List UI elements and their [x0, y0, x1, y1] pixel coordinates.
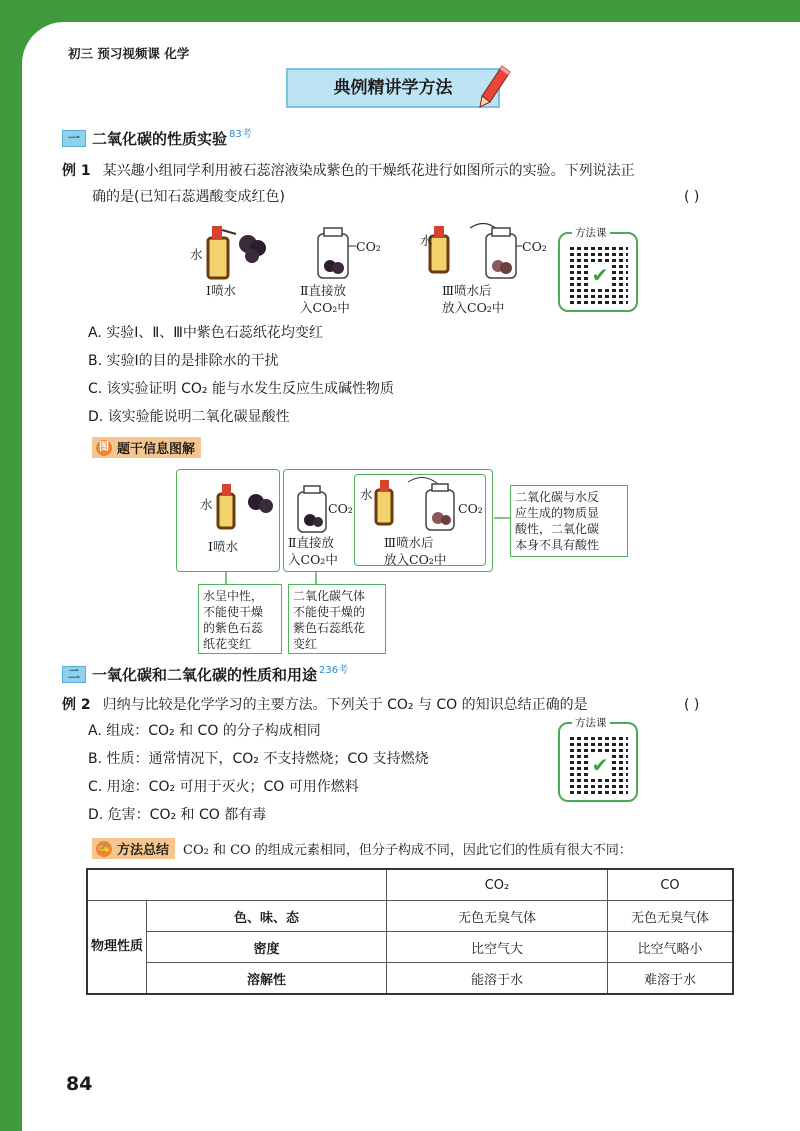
diagram-caption-3b: 放入CO₂中 [384, 552, 447, 567]
label-co2: CO₂ [356, 239, 381, 254]
diagram-icon: 图 [96, 440, 112, 456]
note-line: 不能使干燥 [203, 605, 264, 619]
co2-cell: 无色无臭气体 [386, 901, 607, 932]
jar-icon [318, 228, 356, 278]
label-water: 水 [190, 247, 203, 262]
caption-2a: Ⅱ直接放 [300, 283, 346, 298]
note-line: 纸花变红 [203, 637, 252, 651]
note-line: 水呈中性， [203, 589, 264, 603]
section-number: 二 [62, 666, 86, 683]
exam-count: 83考 [229, 129, 252, 140]
note-line: 紫色石蕊纸花 [293, 621, 366, 635]
note-line: 本身不具有酸性 [515, 538, 600, 552]
option-b: B. 实验Ⅰ的目的是排除水的干扰 [88, 353, 279, 369]
diagram-caption-2a: Ⅱ直接放 [288, 535, 334, 550]
qr-title: 方法课 [572, 225, 610, 240]
co2-cell: 能溶于水 [386, 963, 607, 995]
caption-3a: Ⅲ喷水后 [442, 283, 492, 298]
co2-cell: 比空气大 [386, 932, 607, 963]
summary-text: CO₂ 和 CO 的组成元素相同，但分子构成不同，因此它们的性质有很大不同： [183, 843, 632, 858]
note-line: 二氧化碳与水反 [515, 490, 600, 504]
label-water: 水 [420, 233, 433, 248]
spray-bottle-icon [218, 484, 234, 528]
label-co2: CO₂ [522, 239, 547, 254]
jar-icon [426, 484, 454, 530]
note-co2-gas [288, 584, 386, 654]
table-row [87, 963, 733, 995]
experiment-figure [180, 220, 560, 290]
check-icon: ✔ [588, 754, 612, 776]
jar-icon [486, 228, 522, 278]
comparison-table [86, 868, 734, 995]
option-a: A. 组成：CO₂ 和 CO 的分子构成相同 [88, 723, 321, 739]
stem-line-2: 确的是(已知石蕊遇酸变成红色) [92, 189, 285, 205]
property-cell: 溶解性 [147, 963, 387, 995]
option-d: D. 该实验能说明二氧化碳显酸性 [88, 409, 290, 425]
answer-blank: ( ) [684, 189, 700, 205]
note-water [198, 584, 282, 654]
section-2-heading [62, 664, 348, 685]
note-line: 二氧化碳气体 [293, 589, 366, 603]
answer-blank: ( ) [684, 697, 700, 713]
diagram-label-water: 水 [200, 497, 213, 512]
tag-label: 方法总结 [117, 843, 170, 858]
note-line: 酸性，二氧化碳 [515, 522, 600, 536]
caption-2b: 入CO₂中 [300, 300, 350, 315]
example-label: 例 1 [62, 163, 91, 179]
check-icon: ✔ [588, 264, 612, 286]
diagram-caption-1: Ⅰ喷水 [208, 539, 238, 554]
section-title: 二氧化碳的性质实验 [92, 130, 228, 148]
option-a: A. 实验Ⅰ、Ⅱ、Ⅲ中紫色石蕊纸花均变红 [88, 325, 323, 341]
info-diagram-tag [92, 437, 201, 458]
summary-tag [92, 838, 175, 859]
hand-writing-icon: ✍ [96, 841, 112, 857]
note-conclusion [510, 485, 628, 557]
section-number: 一 [62, 130, 86, 147]
column-header-co: CO [607, 869, 733, 901]
spray-bottle-icon [208, 226, 236, 278]
co-cell: 难溶于水 [607, 963, 733, 995]
co-cell: 比空气略小 [607, 932, 733, 963]
running-header: 初三 预习视频课 化学 [68, 46, 190, 61]
flower-icon [239, 235, 266, 263]
table-row [87, 901, 733, 932]
diagram-label-co2: CO₂ [458, 501, 483, 516]
note-line: 变红 [293, 637, 318, 651]
section-title: 一氧化碳和二氧化碳的性质和用途 [92, 666, 318, 684]
qr-code[interactable] [558, 227, 638, 312]
group-label: 物理性质 [87, 901, 147, 995]
table-row [87, 932, 733, 963]
note-line: 的紫色石蕊 [203, 621, 264, 635]
co-cell: 无色无臭气体 [607, 901, 733, 932]
page-number: 84 [66, 1073, 93, 1095]
column-header-co2: CO₂ [386, 869, 607, 901]
pencil-icon [478, 64, 512, 108]
stem-line-1: 某兴趣小组同学利用被石蕊溶液染成紫色的干燥纸花进行如图所示的实验。下列说法正 [102, 163, 635, 179]
caption-1: Ⅰ喷水 [206, 283, 236, 298]
example-label: 例 2 [62, 697, 91, 713]
example-1-stem [62, 158, 742, 184]
qr-title: 方法课 [572, 715, 610, 730]
table-header-row [87, 869, 733, 901]
property-cell: 密度 [147, 932, 387, 963]
option-d: D. 危害：CO₂ 和 CO 都有毒 [88, 807, 267, 823]
section-banner: 典例精讲学方法 [286, 68, 500, 108]
note-line: 不能使干燥的 [293, 605, 366, 619]
stem-text: 归纳与比较是化学学习的主要方法。下列关于 CO₂ 与 CO 的知识总结正确的是 [102, 697, 588, 713]
option-b: B. 性质：通常情况下，CO₂ 不支持燃烧；CO 支持燃烧 [88, 751, 429, 767]
flower-icon [248, 494, 273, 513]
method-summary [92, 838, 632, 859]
diagram-label-water: 水 [360, 487, 373, 502]
diagram-caption-2b: 入CO₂中 [288, 552, 338, 567]
tag-label: 题干信息图解 [117, 442, 196, 457]
diagram-caption-3a: Ⅲ喷水后 [384, 535, 434, 550]
jar-icon [298, 486, 326, 532]
table-corner [87, 869, 386, 901]
option-c: C. 用途：CO₂ 可用于灭火；CO 可用作燃料 [88, 779, 359, 795]
section-1-heading [62, 128, 252, 149]
caption-3b: 放入CO₂中 [442, 300, 505, 315]
property-cell: 色、味、态 [147, 901, 387, 932]
note-line: 应生成的物质显 [515, 506, 600, 520]
diagram-label-co2: CO₂ [328, 501, 353, 516]
qr-code[interactable] [558, 717, 638, 802]
option-c: C. 该实验证明 CO₂ 能与水发生反应生成碱性物质 [88, 381, 394, 397]
exam-count: 236考 [319, 665, 349, 676]
